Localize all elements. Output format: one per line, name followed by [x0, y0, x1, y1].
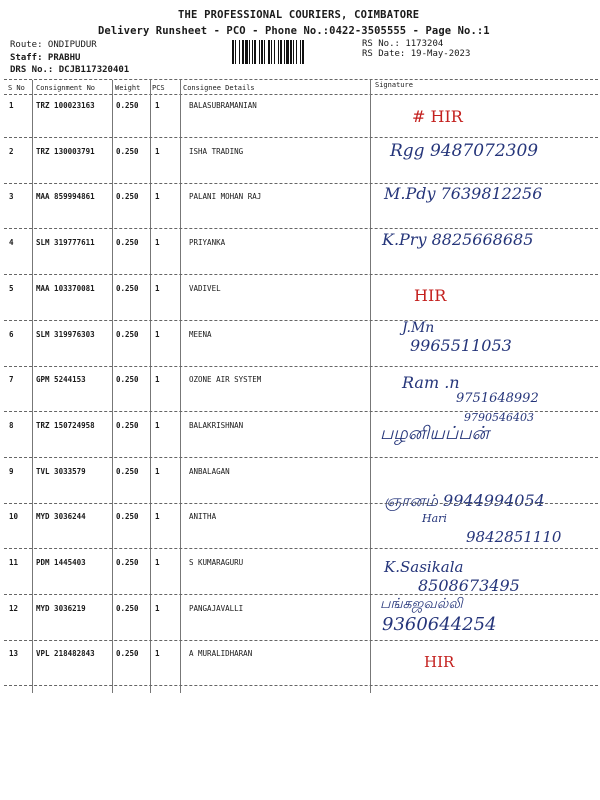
staff-label: Staff: PRABHU — [10, 53, 81, 63]
row-separator — [4, 548, 598, 549]
table-row — [0, 558, 600, 595]
barcode — [232, 40, 358, 64]
handwritten-signature: 9790546403 — [464, 410, 534, 424]
table-row — [0, 319, 600, 355]
handwritten-signature: HIR — [424, 653, 455, 672]
header-sno: S No — [8, 84, 25, 92]
consignment-number: VPL 218482843 — [36, 649, 95, 659]
consignee-name: BALAKRISHNAN — [189, 420, 244, 430]
consignment-number: PDM 1445403 — [36, 558, 86, 567]
pieces-count: 1 — [155, 466, 160, 476]
handwritten-signature: K.Sasikala — [384, 558, 464, 576]
pieces-count: 1 — [155, 101, 160, 110]
consignment-number: TRZ 130003791 — [36, 146, 95, 156]
consignee-name: OZONE AIR SYSTEM — [189, 375, 262, 385]
pieces-count: 1 — [155, 283, 160, 293]
weight-value: 0.250 — [116, 238, 139, 248]
table-row — [0, 595, 600, 635]
weight-value: 0.250 — [116, 375, 139, 385]
consignee-name: BALASUBRAMANIAN — [189, 101, 257, 110]
rs-number: RS No.: 1173204 — [362, 39, 444, 49]
handwritten-signature: பங்கஜவல்லி — [380, 595, 463, 612]
weight-value: 0.250 — [116, 283, 139, 293]
weight-value: 0.250 — [116, 649, 139, 659]
row-sno: 5 — [9, 283, 14, 293]
row-sno: 11 — [9, 558, 19, 567]
consignment-number: TVL 3033579 — [36, 466, 86, 476]
row-sno: 2 — [9, 146, 14, 156]
pieces-count: 1 — [155, 192, 160, 202]
consignee-name: S KUMARAGURU — [189, 558, 244, 567]
handwritten-signature: J.Mn — [402, 319, 435, 336]
consignee-name: ANITHA — [189, 512, 217, 522]
row-sno: 3 — [9, 192, 14, 202]
row-sno: 10 — [9, 512, 19, 522]
consignment-number: MAA 103370081 — [36, 283, 95, 293]
row-sno: 8 — [9, 420, 14, 430]
weight-value: 0.250 — [116, 603, 139, 613]
row-sno: 9 — [9, 466, 14, 476]
weight-value: 0.250 — [116, 466, 139, 476]
pieces-count: 1 — [155, 146, 160, 156]
pieces-count: 1 — [155, 375, 160, 385]
handwritten-signature: HIR — [414, 285, 447, 305]
row-separator — [4, 274, 598, 275]
table-row — [0, 140, 600, 167]
handwritten-signature: 9842851110 — [466, 528, 562, 547]
handwritten-signature: # HIR — [412, 107, 463, 126]
table-row — [0, 373, 600, 407]
pieces-count: 1 — [155, 420, 160, 430]
header-pcs: PCS — [152, 84, 165, 92]
row-sno: 7 — [9, 375, 14, 385]
handwritten-signature: Hari — [422, 512, 447, 526]
consignee-name: ISHA TRADING — [189, 146, 244, 156]
consignment-number: SLM 319777611 — [36, 238, 95, 248]
row-separator — [4, 594, 598, 595]
pieces-count: 1 — [155, 329, 160, 339]
row-separator — [4, 457, 598, 458]
weight-value: 0.250 — [116, 329, 139, 339]
handwritten-signature: 8508673495 — [418, 576, 520, 595]
weight-value: 0.250 — [116, 420, 139, 430]
handwritten-signature: 9965511053 — [410, 335, 512, 355]
consignment-number: MAA 859994861 — [36, 192, 95, 202]
row-sno: 1 — [9, 101, 14, 110]
weight-value: 0.250 — [116, 101, 139, 110]
table-row — [0, 649, 600, 672]
handwritten-signature: K.Pry 8825668685 — [382, 230, 534, 250]
table-row — [0, 230, 600, 258]
header-weight: Weight — [115, 84, 141, 92]
consignee-name: A MURALIDHARAN — [189, 649, 253, 659]
barcode-bar — [304, 40, 305, 64]
table-row — [0, 284, 600, 304]
table-row — [0, 466, 600, 510]
handwritten-signature: 9360644254 — [382, 613, 497, 635]
row-separator — [4, 640, 598, 641]
consignment-number: GPM 5244153 — [36, 375, 86, 385]
row-separator — [4, 685, 598, 686]
table-row — [0, 410, 600, 444]
row-separator — [4, 137, 598, 138]
consignment-number: MYD 3036219 — [36, 603, 86, 613]
pieces-count: 1 — [155, 238, 160, 248]
handwritten-signature: Rgg 9487072309 — [390, 140, 539, 161]
drs-number: DRS No.: DCJB117320401 — [10, 65, 130, 75]
table-row — [0, 184, 600, 212]
weight-value: 0.250 — [116, 146, 139, 156]
header-consignee: Consignee Details — [183, 84, 255, 92]
header-top-rule — [4, 79, 598, 80]
consignment-number: SLM 319976303 — [36, 329, 95, 339]
consignee-name: ANBALAGAN — [189, 466, 230, 476]
row-separator — [4, 503, 598, 504]
header-bottom-rule — [4, 94, 598, 95]
rs-date: RS Date: 19-May-2023 — [362, 49, 471, 59]
pieces-count: 1 — [155, 558, 160, 567]
header-signature: Signature — [375, 81, 413, 89]
runsheet-title: Delivery Runsheet - PCO - Phone No.:0422-3505555 - Page No.:1 — [98, 25, 490, 37]
consignee-name: MEENA — [189, 329, 212, 339]
row-sno: 4 — [9, 238, 14, 248]
weight-value: 0.250 — [116, 558, 139, 567]
row-separator — [4, 366, 598, 367]
pieces-count: 1 — [155, 512, 160, 522]
consignee-name: VADIVEL — [189, 283, 221, 293]
row-sno: 6 — [9, 329, 14, 339]
handwritten-signature: பழனியப்பன் — [380, 422, 490, 444]
row-separator — [4, 320, 598, 321]
row-sno: 13 — [9, 649, 19, 659]
table-row — [0, 512, 600, 547]
consignee-name: PANGAJAVALLI — [189, 603, 244, 613]
pieces-count: 1 — [155, 649, 160, 659]
table-row — [0, 101, 600, 126]
consignee-name: PRIYANKA — [189, 238, 226, 248]
consignment-number: TRZ 100023163 — [36, 101, 95, 110]
header-consignment: Consignment No — [36, 84, 96, 92]
handwritten-signature: M.Pdy 7639812256 — [384, 184, 543, 204]
route-label: Route: ONDIPUDUR — [10, 40, 97, 50]
handwritten-signature: Ram .n — [402, 373, 460, 393]
weight-value: 0.250 — [116, 192, 139, 202]
handwritten-signature: ஞானம் 9944994054 — [384, 490, 545, 510]
consignment-number: MYD 3036244 — [36, 512, 86, 522]
pieces-count: 1 — [155, 603, 160, 613]
handwritten-signature: 9751648992 — [456, 391, 539, 407]
company-title: THE PROFESSIONAL COURIERS, COIMBATORE — [178, 9, 420, 21]
consignee-name: PALANI MOHAN RAJ — [189, 192, 262, 202]
consignment-number: TRZ 150724958 — [36, 420, 95, 430]
weight-value: 0.250 — [116, 512, 139, 522]
row-sno: 12 — [9, 603, 19, 613]
